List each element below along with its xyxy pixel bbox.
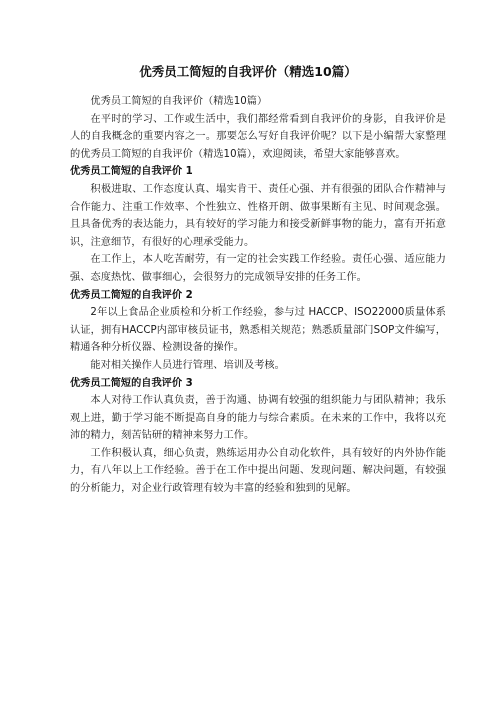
section-heading: 优秀员工简短的自我评价 2 — [70, 289, 193, 301]
body-paragraph: 本人对待工作认真负责，善于沟通、协调有较强的组织能力与团队精神；我乐观上进，勤于学习能不断提高自身的能力与综合素质。在未来的工作中，我将以充沛的精力，刻苦钻研的精神来努力工作。 — [70, 395, 446, 442]
body-paragraph: 工作积极认真，细心负责，熟练运用办公自动化软件，具有较好的内外协作能力，有八年以上工作经验。善于在工作中提出问题、发现问题、解决问题，有较强的分析能力，对企业行政管理有较为丰富的经验和独到的见解。 — [70, 447, 446, 495]
document-body — [70, 93, 446, 498]
intro-paragraph: 优秀员工简短的自我评价（精选10篇） — [90, 96, 268, 107]
body-paragraph: 在平时的学习、工作或生活中，我们都经常看到自我评价的身影，自我评价是人的自我概念的重要内容之一。那要怎么写好自我评价呢？以下是小编帮大家整理的优秀员工简短的自我评价（精选10篇），欢迎阅读，希望大家能够喜欢。 — [70, 113, 446, 160]
body-paragraph: 能对相关操作人员进行管理、培训及考核。 — [90, 359, 285, 371]
body-paragraph: 2年以上食品企业质检和分析工作经验，参与过 HACCP、ISO22000质量体系认证，拥有HACCP内部审核员证书，熟悉相关规范；熟悉质量部门SOP文件编写，精通各种分析仪器、检测设备的操作。 — [70, 307, 446, 354]
section-heading: 优秀员工简短的自我评价 1 — [70, 166, 193, 178]
body-paragraph: 积极进取、工作态度认真、塌实肯干、责任心强、并有很强的团队合作精神与合作能力、注重工作效率、个性独立、性格开朗、做事果断有主见、时间观念强。且具备优秀的表达能力，具有较好的学习能力和接受新鲜事物的能力，富有开拓意识，注意细节，有很好的心理承受能力。 — [70, 183, 446, 248]
body-paragraph: 在工作上，本人吃苦耐劳，有一定的社会实践工作经验。责任心强、适应能力强、态度热忱、做事细心，会很努力的完成领导安排的任务工作。 — [70, 254, 446, 283]
section-heading: 优秀员工简短的自我评价 3 — [70, 377, 193, 389]
document-title: 优秀员工简短的自我评价（精选10篇） — [139, 64, 357, 79]
